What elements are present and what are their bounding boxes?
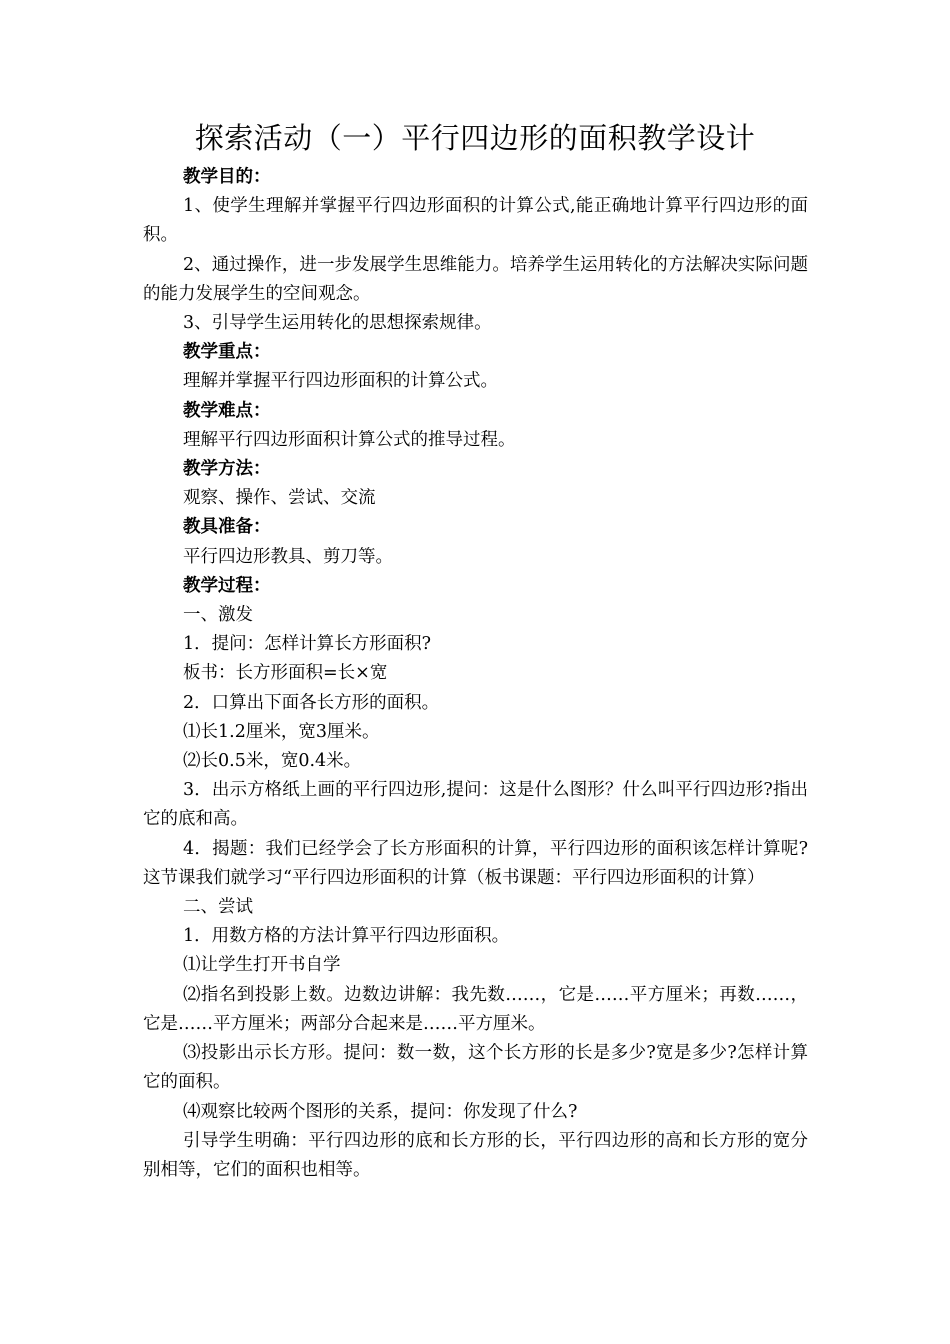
part1-line-6: 3．出示方格纸上画的平行四边形,提问：这是什么图形？什么叫平行四边形?指出它的底和高。 (143, 780, 808, 830)
objective-item-1: 1、使学生理解并掌握平行四边形面积的计算公式,能正确地计算平行四边形的面积。 (143, 196, 808, 246)
part1-line-3: 2．口算出下面各长方形的面积。 (183, 692, 440, 713)
materials-heading: 教具准备： (183, 517, 271, 538)
method-heading: 教学方法： (183, 459, 271, 480)
part2-line-6: 引导学生明确：平行四边形的底和长方形的长，平行四边形的高和长方形的宽分别相等，它们的面积也相等。 (143, 1130, 808, 1180)
process-heading: 教学过程： (183, 575, 271, 596)
part1-line-2: 板书：长方形面积=长×宽 (183, 663, 388, 684)
part2-line-5: ⑷观察比较两个图形的关系，提问：你发现了什么? (183, 1101, 578, 1122)
part1-line-4: ⑴长1.2厘米，宽3厘米。 (183, 721, 380, 742)
key-point-text: 理解并掌握平行四边形面积的计算公式。 (183, 371, 498, 392)
document-title: 探索活动（一）平行四边形的面积教学设计 (194, 121, 756, 155)
part1-title: 一、激发 (183, 605, 253, 626)
materials-text: 平行四边形教具、剪刀等。 (183, 546, 393, 567)
part1-line-1: 1．提问：怎样计算长方形面积? (183, 634, 432, 655)
part2-line-3: ⑵指名到投影上数。边数边讲解：我先数……，它是……平方厘米；再数……，它是……平方厘米；两部分合起来是……平方厘米。 (143, 984, 808, 1034)
objectives-heading: 教学目的： (183, 167, 271, 187)
part2-line-2: ⑴让学生打开书自学 (183, 955, 341, 976)
part2-title: 二、尝试 (183, 897, 253, 918)
part1-line-5: ⑵长0.5米，宽0.4米。 (183, 751, 362, 772)
difficulty-heading: 教学难点： (183, 400, 271, 421)
document-body (143, 163, 808, 1185)
difficulty-text: 理解平行四边形面积计算公式的推导过程。 (183, 429, 516, 450)
part2-line-1: 1．用数方格的方法计算平行四边形面积。 (183, 926, 510, 947)
key-point-heading: 教学重点： (183, 342, 271, 363)
part2-line-4: ⑶投影出示长方形。提问：数一数，这个长方形的长是多少?宽是多少?怎样计算它的面积。 (143, 1043, 808, 1093)
objective-item-3: 3、引导学生运用转化的思想探索规律。 (183, 313, 492, 334)
method-text: 观察、操作、尝试、交流 (183, 488, 376, 509)
part1-line-7: 4．揭题：我们已经学会了长方形面积的计算，平行四边形的面积该怎样计算呢?这节课我们就学习“平行四边形面积的计算（板书课题：平行四边形面积的计算） (143, 838, 808, 888)
objective-item-2: 2、通过操作，进一步发展学生思维能力。培养学生运用转化的方法解决实际问题的能力发展学生的空间观念。 (143, 254, 808, 304)
